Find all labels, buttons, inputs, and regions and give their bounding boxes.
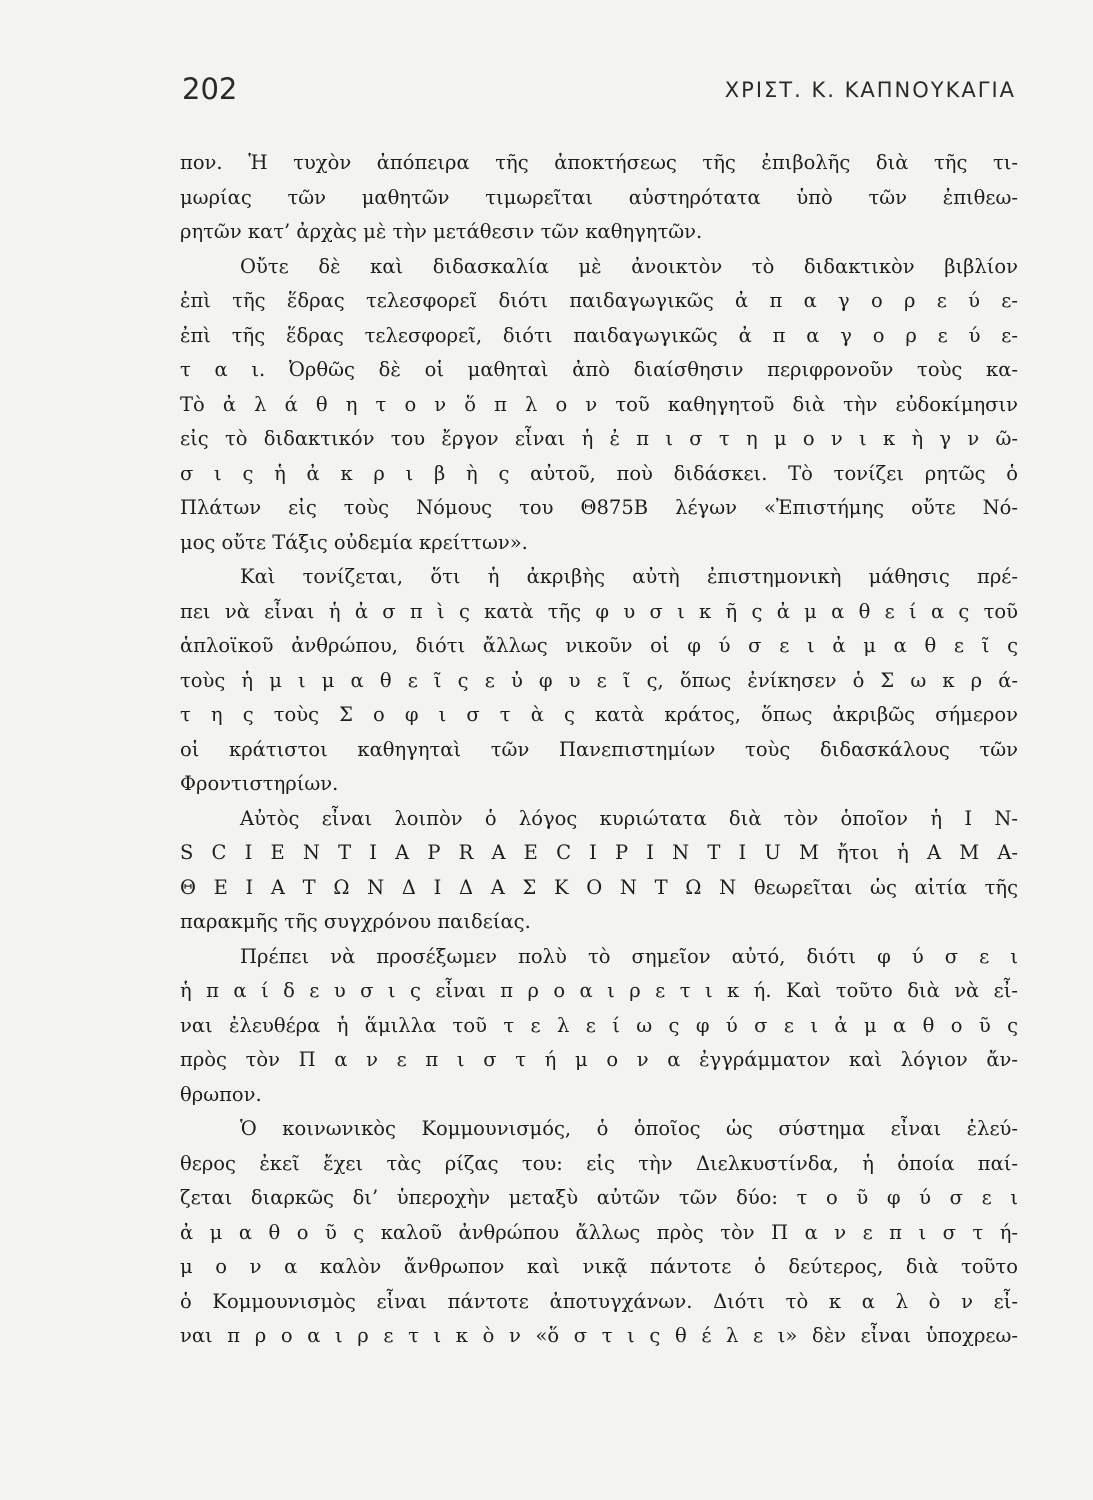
text-line: ὁ Κομμουνισμὸς εἶναι πάντοτε ἀποτυγχάνων. Διότι τὸ κ α λ ὸ ν εἶ-: [180, 1289, 1018, 1313]
text-line: τ η ς τοὺς Σ ο φ ι σ τ ὰ ς κατὰ κράτος, ὅπως ἀκριβῶς σήμερον: [180, 703, 1018, 726]
text-line: ζεται διαρκῶς δι’ ὑπεροχὴν μεταξὺ αὐτῶν τῶν δύο: τ ο ῦ φ ύ σ ε ι: [180, 1186, 1018, 1209]
text-line: Θ Ε Ι Α Τ Ω Ν Δ Ι Δ Α Σ Κ Ο Ν Τ Ω Ν θεωρεῖται ὡς αἰτία τῆς: [180, 875, 1018, 899]
text-line: ἁπλοϊκοῦ ἀνθρώπου, διότι ἄλλως νικοῦν οἱ φ ύ σ ε ι ἀ μ α θ ε ῖ ς: [180, 634, 1018, 657]
text-line: θρωπον.: [180, 1082, 262, 1106]
text-line: Τὸ ἀ λ ά θ η τ ο ν ὅ π λ ο ν τοῦ καθηγητοῦ διὰ τὴν εὐδοκίμησιν: [180, 392, 1018, 416]
text-line: Πρέπει νὰ προσέξωμεν πολὺ τὸ σημεῖον αὐτό, διότι φ ύ σ ε ι: [240, 944, 1018, 968]
text-line: οἱ κράτιστοι καθηγηταὶ τῶν Πανεπιστημίων τοὺς διδασκάλους τῶν: [180, 737, 1018, 761]
text-line: πον. Ἡ τυχὸν ἀπόπειρα τῆς ἀποκτήσεως τῆς ἐπιβολῆς διὰ τῆς τι-: [180, 151, 1018, 174]
page-header: [178, 72, 1016, 116]
text-line: ἡ π α ί δ ε υ σ ι ς εἶναι π ρ ο α ι ρ ε τ ι κ ή. Καὶ τοῦτο διὰ νὰ εἶ-: [180, 979, 1018, 1002]
text-line: ἐπὶ τῆς ἕδρας τελεσφορεῖ, διότι παιδαγωγικῶς ἀ π α γ ο ρ ε ύ ε-: [180, 323, 1018, 347]
text-line: ναι π ρ ο α ι ρ ε τ ι κ ὸ ν «ὅ σ τ ι ς θ έ λ ε ι» δὲν εἶναι ὑποχρεω-: [180, 1324, 1018, 1347]
text-line: Ὁ κοινωνικὸς Κομμουνισμός, ὁ ὁποῖος ὡς σύστημα εἶναι ἐλεύ-: [240, 1117, 1018, 1140]
text-line: πρὸς τὸν Π α ν ε π ι σ τ ή μ ο ν α ἐγγράμματον καὶ λόγιον ἄν-: [180, 1048, 1018, 1071]
body-text: [180, 146, 1018, 1354]
text-line: ἀ μ α θ ο ῦ ς καλοῦ ἀνθρώπου ἄλλως πρὸς τὸν Π α ν ε π ι σ τ ή-: [180, 1220, 1018, 1244]
text-line: S C I E N T I A P R A E C I P I N T I U M ἤτοι ἡ Α Μ Α-: [180, 841, 1018, 864]
text-line: ρητῶν κατ’ ἀρχὰς μὲ τὴν μετάθεσιν τῶν καθηγητῶν.: [180, 220, 703, 243]
text-line: πει νὰ εἶναι ἡ ἀ σ π ὶ ς κατὰ τῆς φ υ σ ι κ ῆ ς ἀ μ α θ ε ί α ς τοῦ: [180, 599, 1018, 623]
text-line: ἐπὶ τῆς ἕδρας τελεσφορεῖ διότι παιδαγωγικῶς ἀ π α γ ο ρ ε ύ ε-: [180, 289, 1018, 312]
text-line: Καὶ τονίζεται, ὅτι ἡ ἀκριβὴς αὐτὴ ἐπιστημονικὴ μάθησις πρέ-: [240, 565, 1018, 588]
text-line: παρακμῆς τῆς συγχρόνου παιδείας.: [180, 910, 531, 933]
text-line: Πλάτων εἰς τοὺς Νόμους του Θ875Β λέγων «Ἐπιστήμης οὔτε Νό-: [180, 496, 1018, 519]
text-line: μ ο ν α καλὸν ἄνθρωπον καὶ νικᾷ πάντοτε ὁ δεύτερος, διὰ τοῦτο: [180, 1255, 1018, 1278]
text-line: Οὔτε δὲ καὶ διδασκαλία μὲ ἀνοικτὸν τὸ διδακτικὸν βιβλίον: [240, 254, 1018, 278]
text-line: ναι ἐλευθέρα ἡ ἅμιλλα τοῦ τ ε λ ε ί ω ς φ ύ σ ε ι ἀ μ α θ ο ῦ ς: [180, 1013, 1018, 1037]
text-line: μος οὔτε Τάξις οὐδεμία κρείττων».: [180, 530, 528, 554]
page-number: 202: [182, 72, 238, 106]
text-line: θερος ἐκεῖ ἔχει τὰς ρίζας του: εἰς τὴν Διελκυστίνδα, ἡ ὁποία παί-: [180, 1151, 1018, 1175]
text-line: σ ι ς ἡ ἀ κ ρ ι β ὴ ς αὐτοῦ, ποὺ διδάσκει. Τὸ τονίζει ρητῶς ὁ: [180, 461, 1018, 485]
text-line: Αὐτὸς εἶναι λοιπὸν ὁ λόγος κυριώτατα διὰ τὸν ὁποῖον ἡ I N-: [240, 806, 1018, 830]
running-head: ΧΡΙΣΤ. Κ. ΚΑΠΝΟΥΚΑΓΙΑ: [724, 78, 1016, 102]
text-line: Φροντιστηρίων.: [180, 772, 339, 795]
text-line: μωρίας τῶν μαθητῶν τιμωρεῖται αὐστηρότατα ὑπὸ τῶν ἐπιθεω-: [180, 185, 1018, 209]
text-line: εἰς τὸ διδακτικόν του ἔργον εἶναι ἡ ἐ π ι σ τ η μ ο ν ι κ ὴ γ ν ῶ-: [180, 427, 1018, 450]
text-line: τ α ι. Ὀρθῶς δὲ οἱ μαθηταὶ ἀπὸ διαίσθησιν περιφρονοῦν τοὺς κα-: [180, 358, 1018, 381]
text-line: τοὺς ἡ μ ι μ α θ ε ῖ ς ε ὐ φ υ ε ῖ ς, ὅπως ἐνίκησεν ὁ Σ ω κ ρ ά-: [180, 668, 1018, 692]
